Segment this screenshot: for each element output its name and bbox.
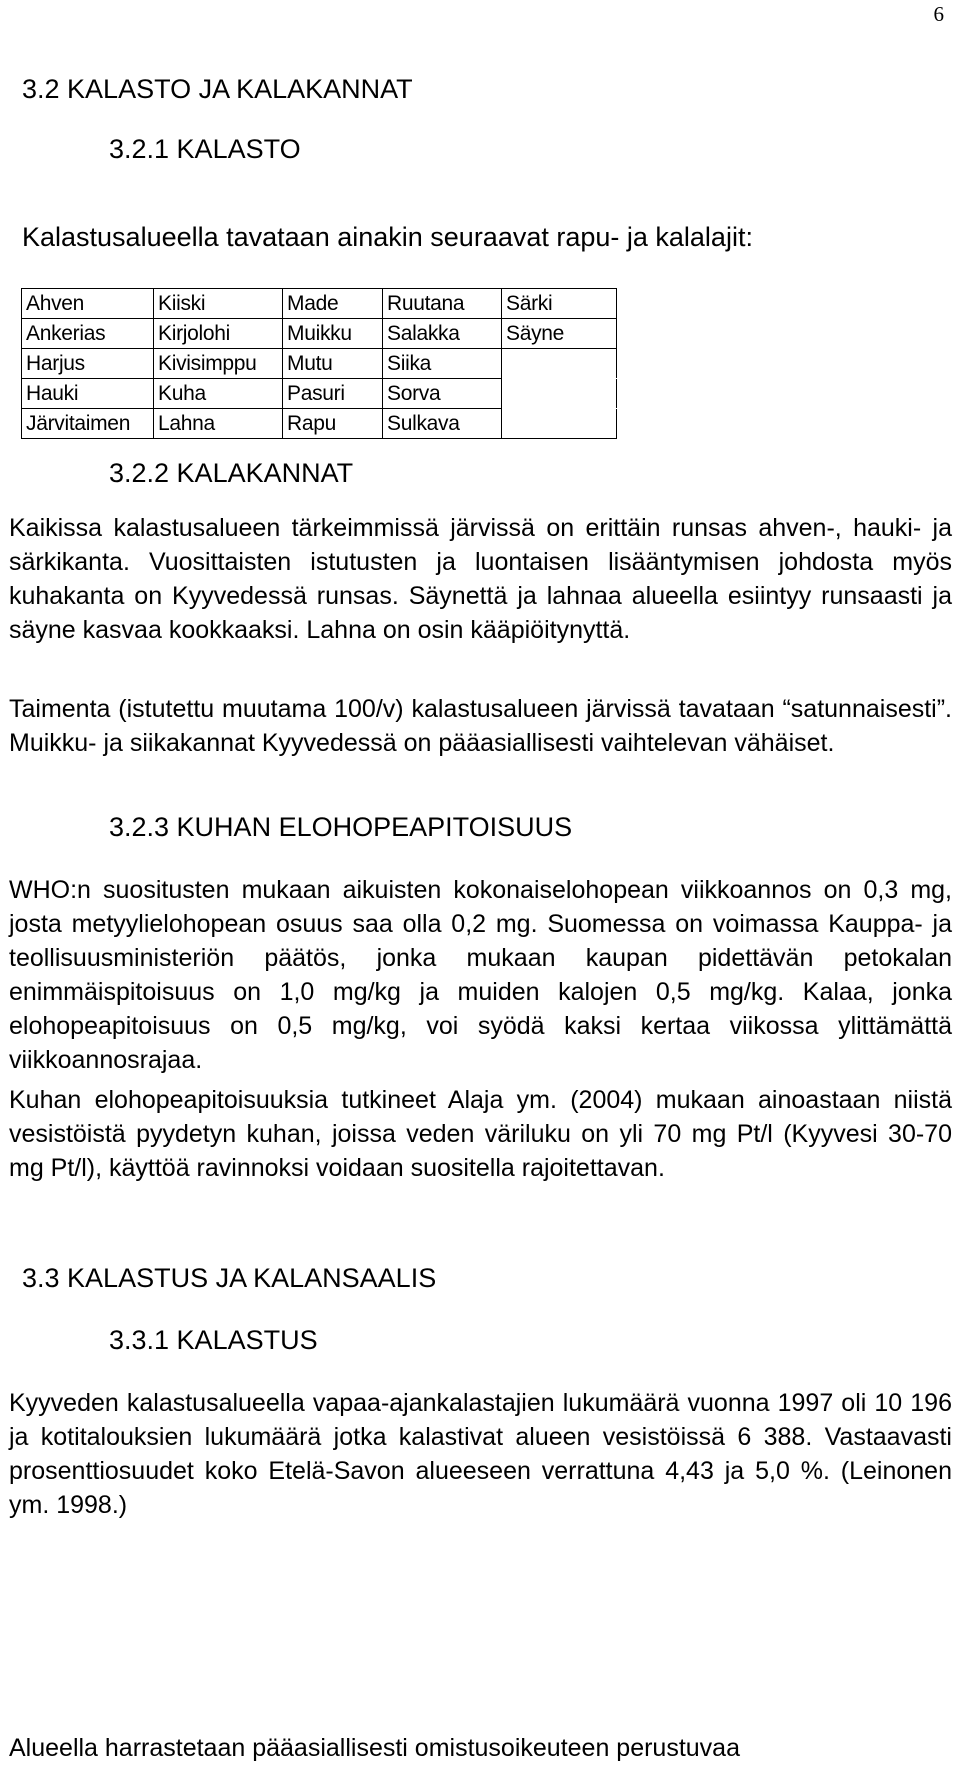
table-cell: Ankerias (22, 319, 154, 349)
section-heading-3-2-3: 3.2.3 KUHAN ELOHOPEAPITOISUUS (109, 812, 573, 842)
table-cell: Lahna (154, 409, 283, 439)
paragraph-elohopea-2: Kuhan elohopeapitoisuuksia tutkineet Alaja ym. (2004) mukaan ainoastaan niistä vesistöistä pyydetyn kuhan, joissa veden väriluku on yli 70 mg Pt/l (Kyyvesi 30-70 mg Pt/l), käyttöä ravinnoksi voidaan suositella rajoitettavan. (9, 1086, 952, 1182)
table-cell: Ruutana (383, 289, 502, 319)
table-cell: Kuha (154, 379, 283, 409)
table-row (22, 409, 617, 439)
table-cell: Harjus (22, 349, 154, 379)
section-heading-3-2-2: 3.2.2 KALAKANNAT (109, 458, 354, 488)
table-cell: Järvitaimen (22, 409, 154, 439)
table-cell: Made (283, 289, 383, 319)
table-row (22, 379, 617, 409)
table-cell: Hauki (22, 379, 154, 409)
table-cell: Rapu (283, 409, 383, 439)
paragraph-elohopea-1: WHO:n suositusten mukaan aikuisten kokonaiselohopean viikkoannos on 0,3 mg, josta metyylielohopean osuus saa olla 0,2 mg. Suomessa on voimassa Kauppa- ja teollisuusministeriön päätös, jonka mukaan kaupan pidettävän petokalan enimmäispitoisuus on 1,0 mg/kg ja muiden kalojen 0,5 mg/kg. Kalaa, jonka elohopeapitoisuus on 0,5 mg/kg, voi syödä kaksi kertaa viikossa ylittämättä viikkoannosrajaa. (9, 876, 952, 1074)
table-cell: Kirjolohi (154, 319, 283, 349)
table-cell: Kiiski (154, 289, 283, 319)
table-cell-empty (502, 409, 617, 439)
table-row (22, 349, 617, 379)
section-heading-3-2: 3.2 KALASTO JA KALAKANNAT (22, 74, 413, 104)
table-cell: Pasuri (283, 379, 383, 409)
table-cell: Mutu (283, 349, 383, 379)
table-cell: Muikku (283, 319, 383, 349)
intro-text: Kalastusalueella tavataan ainakin seuraavat rapu- ja kalalajit: (22, 222, 753, 252)
section-heading-3-3: 3.3 KALASTUS JA KALANSAALIS (22, 1263, 437, 1293)
table-cell: Sorva (383, 379, 502, 409)
table-cell-empty (502, 349, 617, 379)
table-row (22, 289, 617, 319)
table-cell: Salakka (383, 319, 502, 349)
paragraph-kalakannat-1: Kaikissa kalastusalueen tärkeimmissä järvissä on erittäin runsas ahven-, hauki- ja särkikanta. Vuosittaisten istutusten ja luontaisen lisääntymisen johdosta myös kuhakanta on Kyyvedessä runsas. Säynettä ja lahnaa alueella esiintyy runsaasti ja säyne kasvaa kookkaaksi. Lahna on osin kääpiöitynyttä. (9, 514, 952, 644)
table-cell: Särki (502, 289, 617, 319)
section-heading-3-2-1: 3.2.1 KALASTO (109, 134, 301, 164)
page-number: 6 (933, 2, 944, 26)
table-cell-empty (502, 379, 617, 409)
table-cell: Säyne (502, 319, 617, 349)
table-cell: Siika (383, 349, 502, 379)
paragraph-kalastus-1: Kyyveden kalastusalueella vapaa-ajankalastajien lukumäärä vuonna 1997 oli 10 196 ja kotitalouksien lukumäärä jotka kalastivat alueen vesistöissä 6 388. Vastaavasti prosenttiosuudet koko Etelä-Savon alueeseen verrattuna 4,43 ja 5,0 %. (Leinonen ym. 1998.) (9, 1389, 952, 1519)
table-cell: Sulkava (383, 409, 502, 439)
paragraph-kalakannat-2: Taimenta (istutettu muutama 100/v) kalastusalueen järvissä tavataan “satunnaisesti”. Muikku- ja siikakannat Kyyvedessä on pääasiallisesti vaihtelevan vähäiset. (9, 695, 952, 757)
section-heading-3-3-1: 3.3.1 KALASTUS (109, 1325, 318, 1355)
table-cell: Ahven (22, 289, 154, 319)
paragraph-kalastus-2: Alueella harrastetaan pääasiallisesti omistusoikeuteen perustuvaa (9, 1734, 740, 1762)
species-table (21, 288, 617, 439)
table-cell: Kivisimppu (154, 349, 283, 379)
table-row (22, 319, 617, 349)
